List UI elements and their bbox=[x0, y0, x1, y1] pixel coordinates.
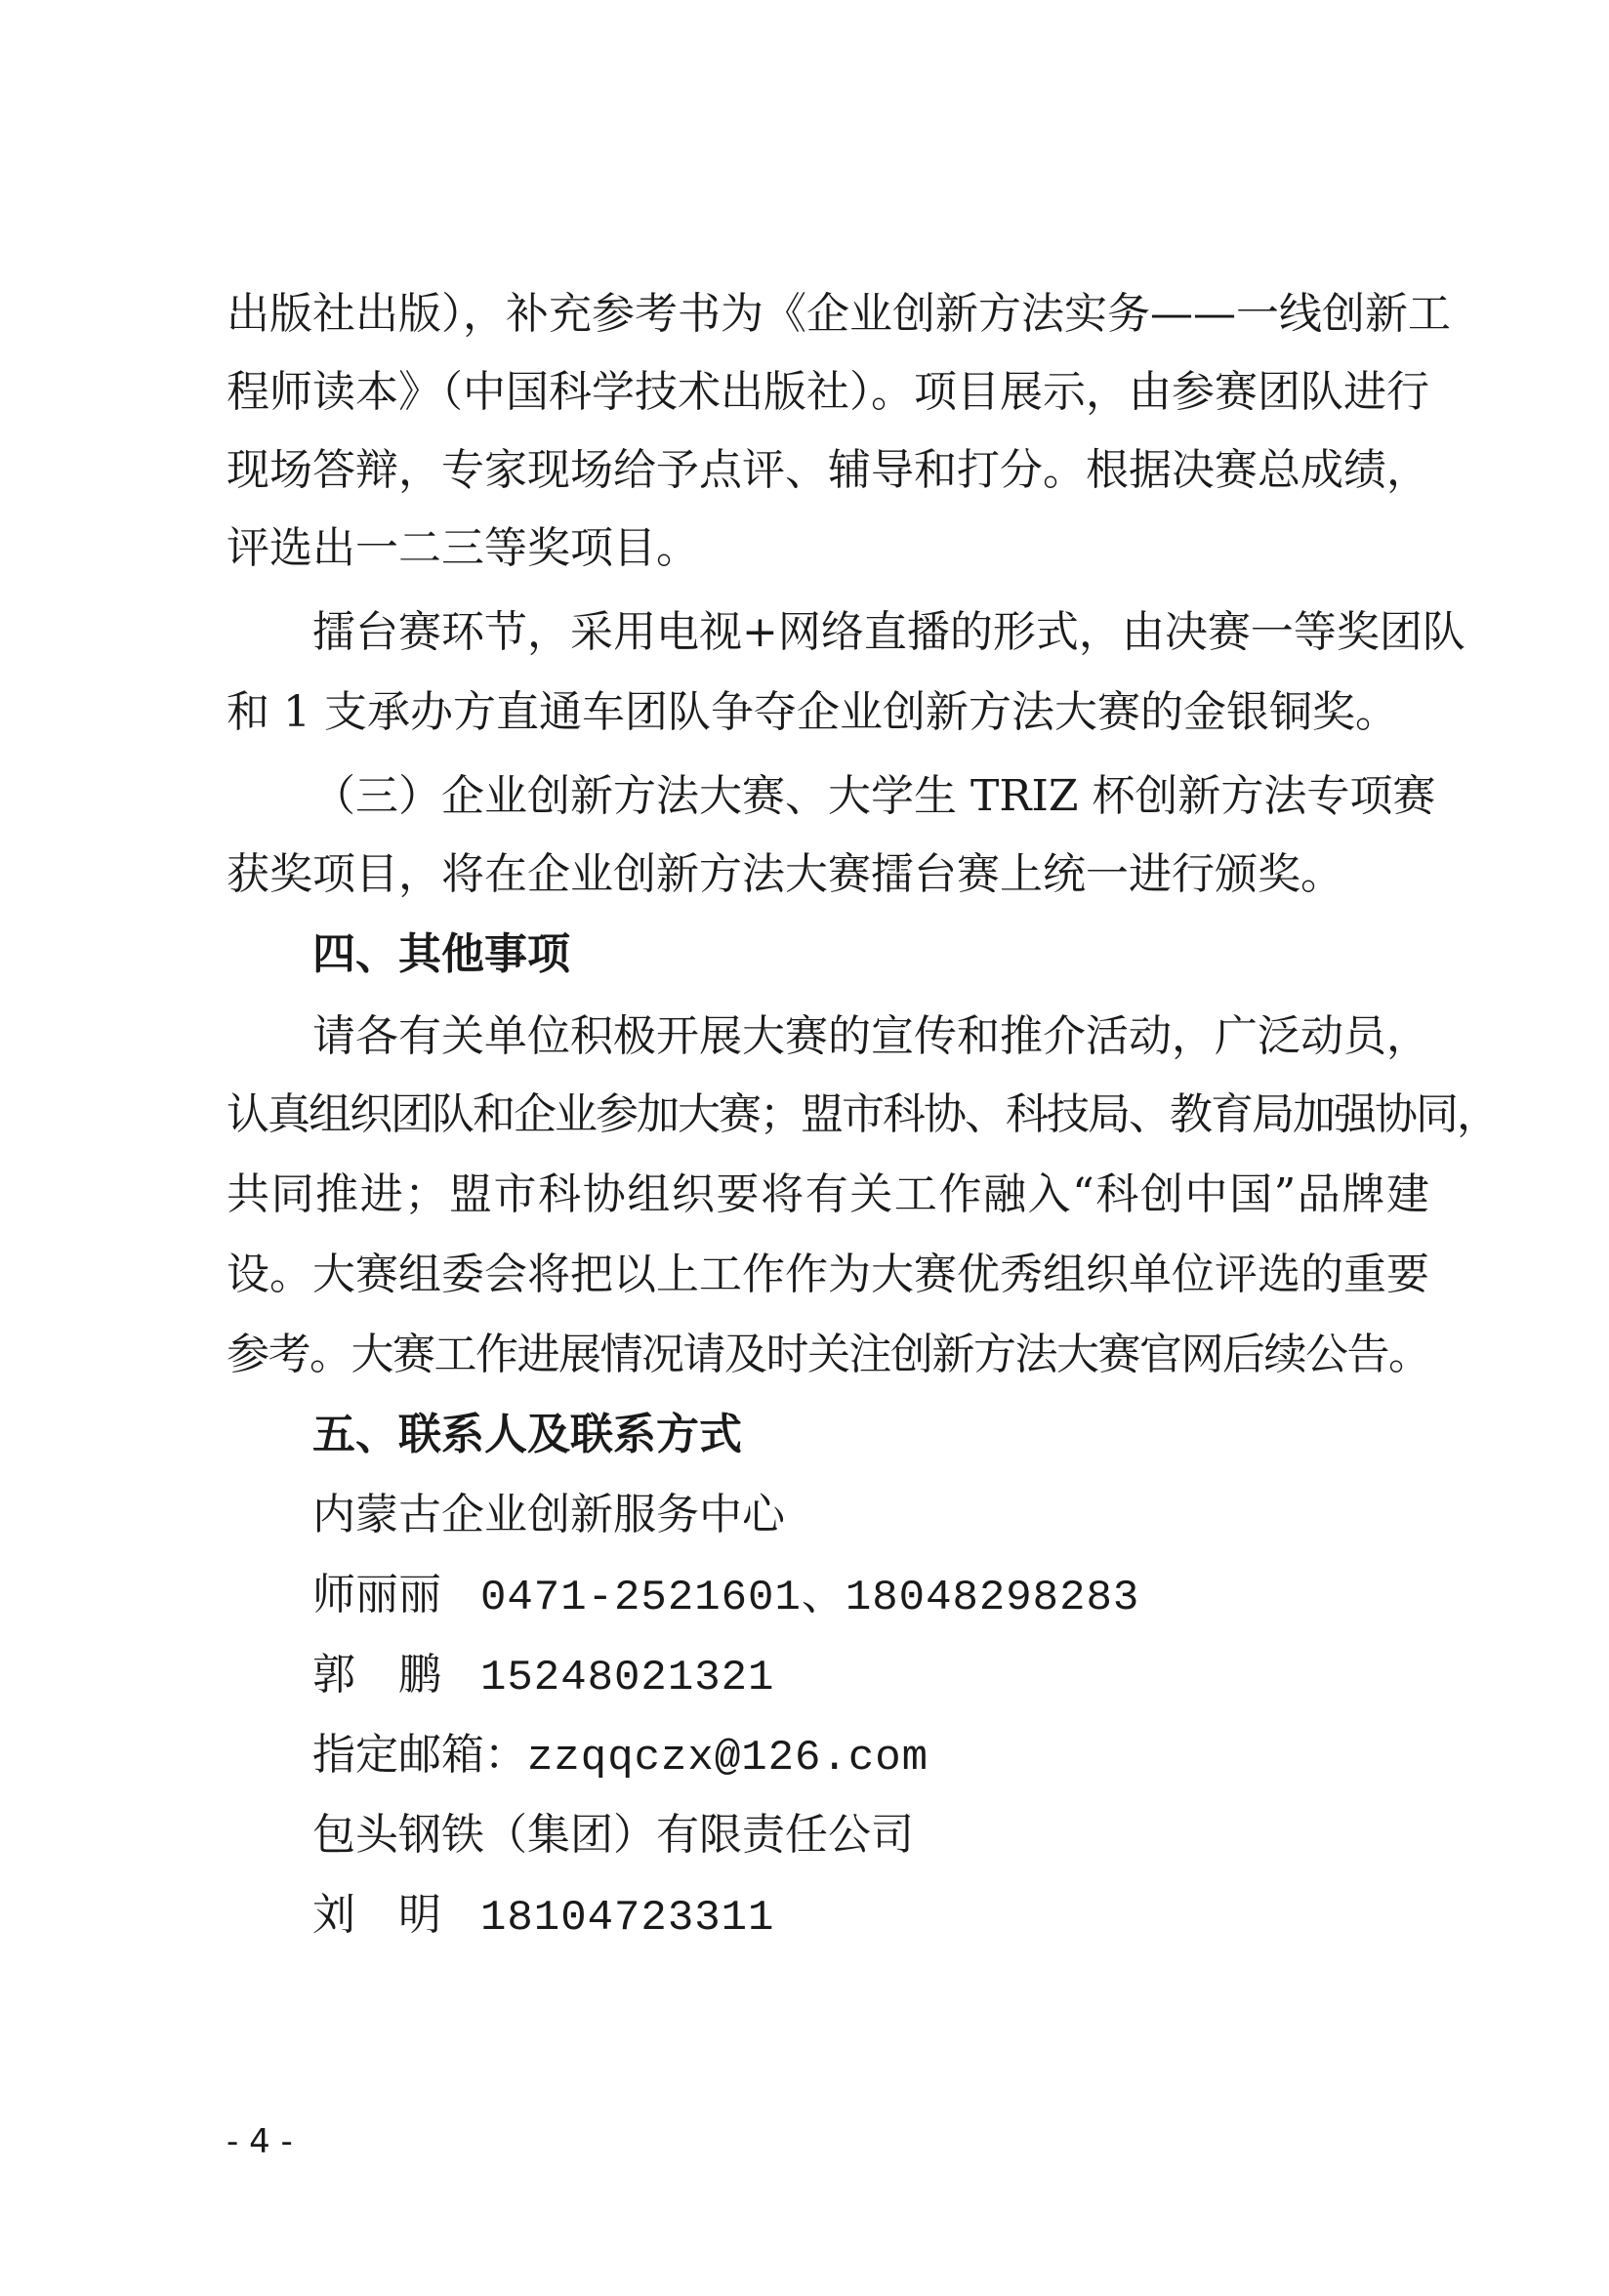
paragraph-line: 评选出一二三等奖项目。 bbox=[227, 523, 699, 573]
contact-phone: 15248021321 bbox=[480, 1654, 775, 1702]
paragraph-line: 请各有关单位积极开展大赛的宣传和推介活动，广泛动员， bbox=[312, 1011, 1429, 1061]
contact-name: 师丽丽 bbox=[312, 1570, 441, 1620]
paragraph-line: 参考。大赛工作进展情况请及时关注创新方法大赛官网后续公告。 bbox=[227, 1330, 1429, 1379]
contact-name: 刘 明 bbox=[312, 1890, 441, 1940]
contact-person bbox=[312, 1646, 774, 1704]
contact-name: 郭 鹏 bbox=[312, 1650, 441, 1700]
paragraph-line: 出版社出版），补充参考书为《企业创新方法实务——一线创新工 bbox=[227, 289, 1451, 339]
paragraph-line: 获奖项目，将在企业创新方法大赛擂台赛上统一进行颁奖。 bbox=[227, 849, 1343, 899]
paragraph-line: 共同推进；盟市科协组织要将有关工作融入“科创中国”品牌建 bbox=[227, 1169, 1429, 1219]
contact-organization: 包头钢铁（集团）有限责任公司 bbox=[312, 1810, 914, 1860]
section-heading-contacts: 五、联系人及联系方式 bbox=[312, 1410, 742, 1459]
paragraph-line: 和 1 支承办方直通车团队争夺企业创新方法大赛的金银铜奖。 bbox=[227, 687, 1398, 737]
paragraph-line: 程师读本》（中国科学技术出版社）。项目展示，由参赛团队进行 bbox=[227, 367, 1429, 417]
paragraph-line: 设。大赛组委会将把以上工作作为大赛优秀组织单位评选的重要 bbox=[227, 1250, 1429, 1299]
contact-person bbox=[312, 1886, 774, 1945]
paragraph-line: 擂台赛环节，采用电视+网络直播的形式，由决赛一等奖团队 bbox=[312, 607, 1465, 657]
email-address: zzqqczx@126.com bbox=[527, 1734, 929, 1783]
paragraph-line: 认真组织团队和企业参加大赛；盟市科协、科技局、教育局加强协同， bbox=[227, 1089, 1498, 1139]
section-heading-other-matters: 四、其他事项 bbox=[312, 929, 570, 979]
page-number: - 4 - bbox=[227, 2122, 293, 2161]
paragraph-line: 现场答辩，专家现场给予点评、辅导和打分。根据决赛总成绩， bbox=[227, 445, 1429, 495]
email-label: 指定邮箱： bbox=[312, 1730, 527, 1780]
contact-phone: 18104723311 bbox=[480, 1894, 775, 1943]
paragraph-line: （三）企业创新方法大赛、大学生 TRIZ 杯创新方法专项赛 bbox=[312, 771, 1436, 821]
contact-organization: 内蒙古企业创新服务中心 bbox=[312, 1490, 785, 1539]
contact-email bbox=[312, 1726, 928, 1784]
contact-person bbox=[312, 1566, 1139, 1624]
contact-phone: 0471-2521601、18048298283 bbox=[480, 1574, 1140, 1622]
